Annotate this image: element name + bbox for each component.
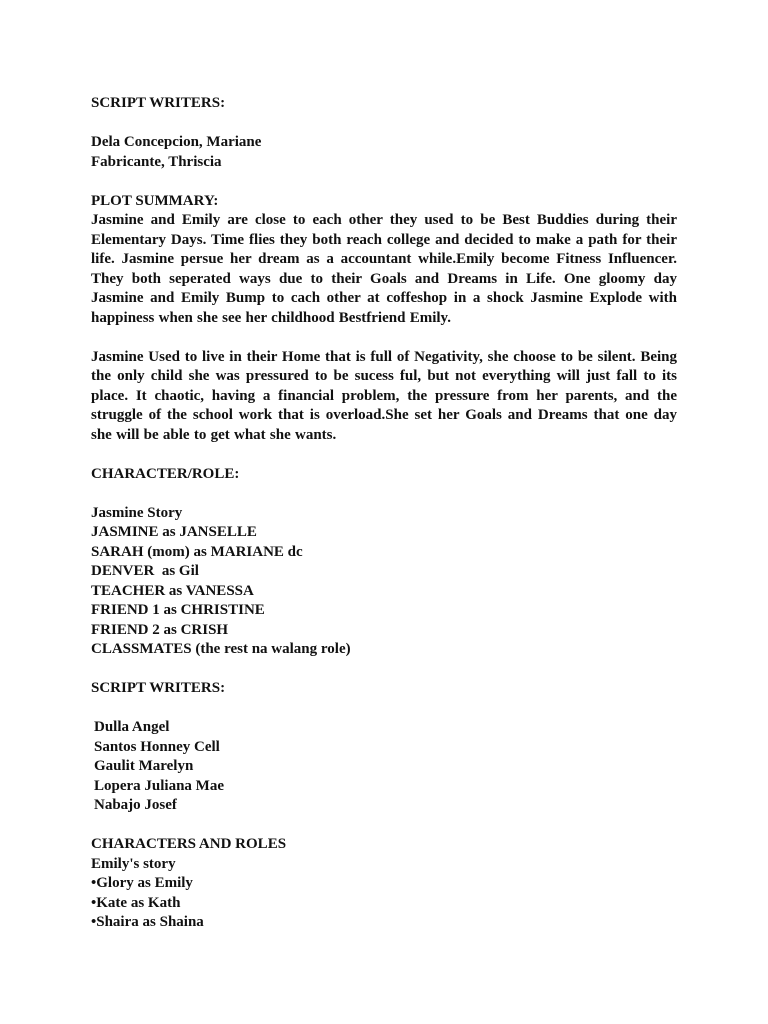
role-line: FRIEND 1 as CHRISTINE	[91, 602, 265, 618]
role-line: SARAH (mom) as MARIANE dc	[91, 543, 303, 560]
character-role-heading: CHARACTER/ROLE:	[91, 465, 240, 482]
role-line: DENVER as Gil	[91, 563, 199, 579]
spacer	[91, 114, 677, 134]
role-line: CLASSMATES (the rest na walang role)	[91, 641, 351, 657]
spacer	[91, 484, 677, 504]
spacer	[91, 172, 677, 192]
writer-name: Dela Concepcion, Mariane	[91, 134, 262, 150]
plot-summary-heading: PLOT SUMMARY:	[91, 192, 219, 209]
document-page	[91, 94, 677, 933]
spacer	[91, 328, 677, 348]
characters-and-roles-heading: CHARACTERS AND ROLES	[91, 836, 287, 852]
spacer	[91, 816, 677, 836]
writer-name: Gaulit Marelyn	[94, 758, 194, 774]
spacer	[91, 699, 677, 719]
writer-name: Lopera Juliana Mae	[94, 777, 224, 794]
role-line: •Kate as Kath	[91, 894, 181, 911]
role-line: TEACHER as VANESSA	[91, 582, 254, 599]
writer-name: Fabricante, Thriscia	[91, 153, 222, 170]
plot-paragraph-2: Jasmine Used to live in their Home that is full of Negativity, she choose to be silent. Being the only child she was pressured to be sucess ful, but not everything will just fall to its place. It chaotic, having a financial problem, the pressure from her parents, and the struggle of the school work that is overload.She set her Goals and Dreams that one day she will be able to get what she wants.	[91, 348, 677, 443]
role-line: FRIEND 2 as CRISH	[91, 621, 229, 638]
script-writers-heading-2: SCRIPT WRITERS:	[91, 680, 226, 696]
writer-name: Santos Honney Cell	[94, 738, 220, 755]
role-line: JASMINE as JANSELLE	[91, 524, 257, 540]
role-line: •Glory as Emily	[91, 875, 193, 891]
writer-name: Dulla Angel	[94, 719, 170, 735]
role-line: •Shaira as Shaina	[91, 914, 204, 930]
plot-paragraph-1: Jasmine and Emily are close to each other they used to be Best Buddies during their Elementary Days. Time flies they both reach college and decided to make a path for their life. Jasmine persue her dream as a accountant while.Emily become Fitness Influencer. They both seperated ways due to their Goals and Dreams in Life. One gloomy day Jasmine and Emily Bump to cach other at coffeshop in a shock Jasmine Explode with happiness when she see her childhood Bestfriend Emily.	[91, 212, 677, 326]
story-title: Emily's story	[91, 855, 176, 872]
story-title: Jasmine Story	[91, 504, 183, 521]
spacer	[91, 445, 677, 465]
spacer	[91, 660, 677, 680]
writer-name: Nabajo Josef	[94, 797, 177, 813]
script-writers-heading: SCRIPT WRITERS:	[91, 95, 226, 111]
